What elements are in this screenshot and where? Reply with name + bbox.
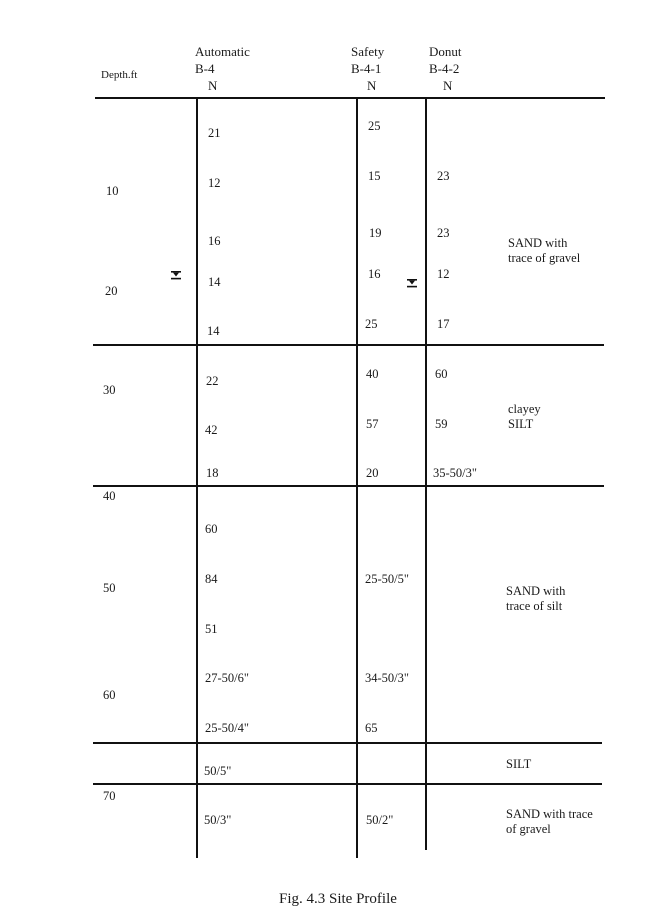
depth-tick-60: 60 — [103, 688, 116, 702]
safety-n-value: 50/2" — [366, 813, 394, 827]
column-header-donut-boring: B-4-2 — [429, 61, 460, 76]
column-header-automatic-type: Automatic — [195, 44, 250, 59]
automatic-n-value: 27-50/6" — [205, 671, 249, 685]
automatic-n-value: 25-50/4" — [205, 721, 249, 735]
donut-n-value: 60 — [435, 367, 448, 381]
automatic-n-value: 12 — [208, 176, 221, 190]
safety-n-value: 25-50/5" — [365, 572, 409, 586]
layer-2-description — [508, 402, 541, 432]
automatic-n-value: 84 — [205, 572, 218, 586]
water-table-icon — [407, 279, 417, 288]
layer-5-line1: SAND with trace — [506, 807, 593, 821]
layer-boundary-2 — [93, 485, 604, 487]
donut-n-value: 12 — [437, 267, 450, 281]
depth-axis-label: Depth.ft — [101, 69, 138, 81]
layer-5-description — [506, 807, 593, 837]
layer-2-line2: SILT — [508, 417, 534, 431]
automatic-n-value: 51 — [205, 622, 218, 636]
depth-tick-70: 70 — [103, 789, 116, 803]
automatic-n-value: 50/5" — [204, 764, 232, 778]
automatic-n-value: 18 — [206, 466, 219, 480]
layer-1-description — [508, 236, 580, 266]
donut-n-value: 23 — [437, 169, 450, 183]
donut-n-value: 17 — [437, 317, 450, 331]
layer-3-description — [506, 584, 565, 614]
safety-n-value: 15 — [368, 169, 381, 183]
depth-tick-10: 10 — [106, 184, 119, 198]
layer-boundary-3 — [93, 742, 602, 744]
safety-n-value: 65 — [365, 721, 378, 735]
layer-4-description — [506, 757, 531, 772]
depth-tick-50: 50 — [103, 581, 116, 595]
safety-n-value: 57 — [366, 417, 379, 431]
automatic-n-value: 42 — [205, 423, 218, 437]
donut-n-value: 59 — [435, 417, 448, 431]
layer-1-line2: trace of gravel — [508, 251, 581, 265]
layer-3-line2: trace of silt — [506, 599, 563, 613]
automatic-n-value: 16 — [208, 234, 221, 248]
layer-boundary-4 — [93, 783, 602, 785]
boring-line-automatic — [196, 98, 198, 858]
column-header-safety-type: Safety — [351, 44, 385, 59]
depth-tick-20: 20 — [105, 284, 118, 298]
depth-tick-30: 30 — [103, 383, 116, 397]
automatic-n-value: 22 — [206, 374, 219, 388]
layer-1-line1: SAND with — [508, 236, 568, 250]
donut-n-value: 35-50/3" — [433, 466, 477, 480]
layer-4-line1: SILT — [506, 757, 532, 771]
depth-tick-40: 40 — [103, 489, 116, 503]
column-header-automatic-param: N — [208, 78, 218, 93]
safety-n-value: 25 — [368, 119, 381, 133]
automatic-n-value: 60 — [205, 522, 218, 536]
header-rule — [95, 97, 605, 99]
boring-line-donut — [425, 98, 427, 850]
layer-boundary-1 — [93, 344, 604, 346]
automatic-n-value: 14 — [207, 324, 220, 338]
column-header-safety-param: N — [367, 78, 377, 93]
boring-line-safety — [356, 98, 358, 858]
water-table-icon — [171, 271, 181, 280]
column-header-safety-boring: B-4-1 — [351, 61, 382, 76]
layer-3-line1: SAND with — [506, 584, 566, 598]
layer-5-line2: of gravel — [506, 822, 551, 836]
safety-n-value: 19 — [369, 226, 382, 240]
column-header-donut-type: Donut — [429, 44, 462, 59]
safety-n-value: 20 — [366, 466, 379, 480]
automatic-n-value: 50/3" — [204, 813, 232, 827]
safety-n-value: 34-50/3" — [365, 671, 409, 685]
figure-caption: Fig. 4.3 Site Profile — [279, 891, 397, 907]
safety-n-value: 25 — [365, 317, 378, 331]
column-header-automatic-boring: B-4 — [195, 61, 215, 76]
column-header-donut-param: N — [443, 78, 453, 93]
safety-n-value: 16 — [368, 267, 381, 281]
safety-n-value: 40 — [366, 367, 379, 381]
layer-2-line1: clayey — [508, 402, 541, 416]
donut-n-value: 23 — [437, 226, 450, 240]
automatic-n-value: 21 — [208, 126, 221, 140]
automatic-n-value: 14 — [208, 275, 221, 289]
